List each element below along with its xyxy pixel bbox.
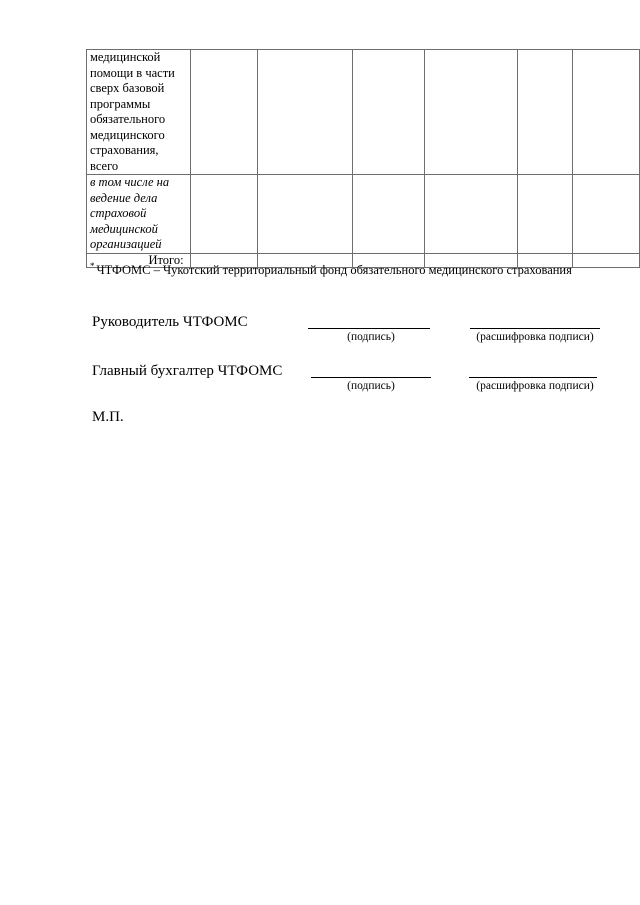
label-line: программы [90, 96, 151, 111]
label-line: ведение дела [90, 190, 158, 205]
signature-title-chief-accountant: Главный бухгалтер ЧТФОМС [92, 363, 283, 379]
table-cell [518, 50, 573, 175]
table-cell [518, 175, 573, 254]
signature-caption: (подпись) [347, 380, 395, 392]
footnote-text: ЧТФОМС – Чукотский территориальный фонд обязательного медицинского страхования [96, 263, 572, 277]
table-row [87, 175, 640, 254]
decoding-line [470, 328, 600, 329]
table-cell [257, 175, 352, 254]
label-line: всего [90, 158, 119, 173]
footnote-marker: * [90, 261, 95, 271]
table-cell [352, 50, 424, 175]
label-line: организацией [90, 237, 162, 251]
table-cell [572, 253, 639, 267]
label-line: обязательного [90, 112, 166, 126]
label-line: страхования, [90, 143, 159, 157]
table-cell [190, 175, 257, 254]
label-line: помощи в части [90, 65, 175, 80]
table-cell [572, 175, 639, 254]
label-line: страховой [90, 206, 147, 220]
decoding-caption: (расшифровка подписи) [476, 380, 594, 392]
label-line: медицинской [90, 50, 161, 64]
signature-line [308, 328, 430, 329]
label-line: в том числе на [90, 175, 170, 189]
row-label-including-insurance-business [87, 175, 191, 254]
table-cell [352, 175, 424, 254]
footnote [90, 261, 572, 278]
signature-title-director: Руководитель ЧТФОМС [92, 314, 248, 330]
decoding-line [469, 377, 597, 378]
label-line: медицинской [90, 221, 158, 236]
table-cell [572, 50, 639, 175]
report-table [86, 49, 640, 268]
signature-caption: (подпись) [347, 331, 395, 343]
table-cell [257, 50, 352, 175]
signature-line [311, 377, 431, 378]
decoding-caption: (расшифровка подписи) [476, 331, 594, 343]
label-line: сверх базовой [90, 81, 165, 95]
total-label: Итого: [87, 253, 191, 267]
table-cell [424, 175, 517, 254]
stamp-label: М.П. [92, 409, 124, 425]
label-line: медицинского [90, 127, 165, 142]
table-row [87, 50, 640, 175]
table-cell [424, 50, 517, 175]
row-label-medical-care-total [87, 50, 191, 175]
table-cell [190, 50, 257, 175]
